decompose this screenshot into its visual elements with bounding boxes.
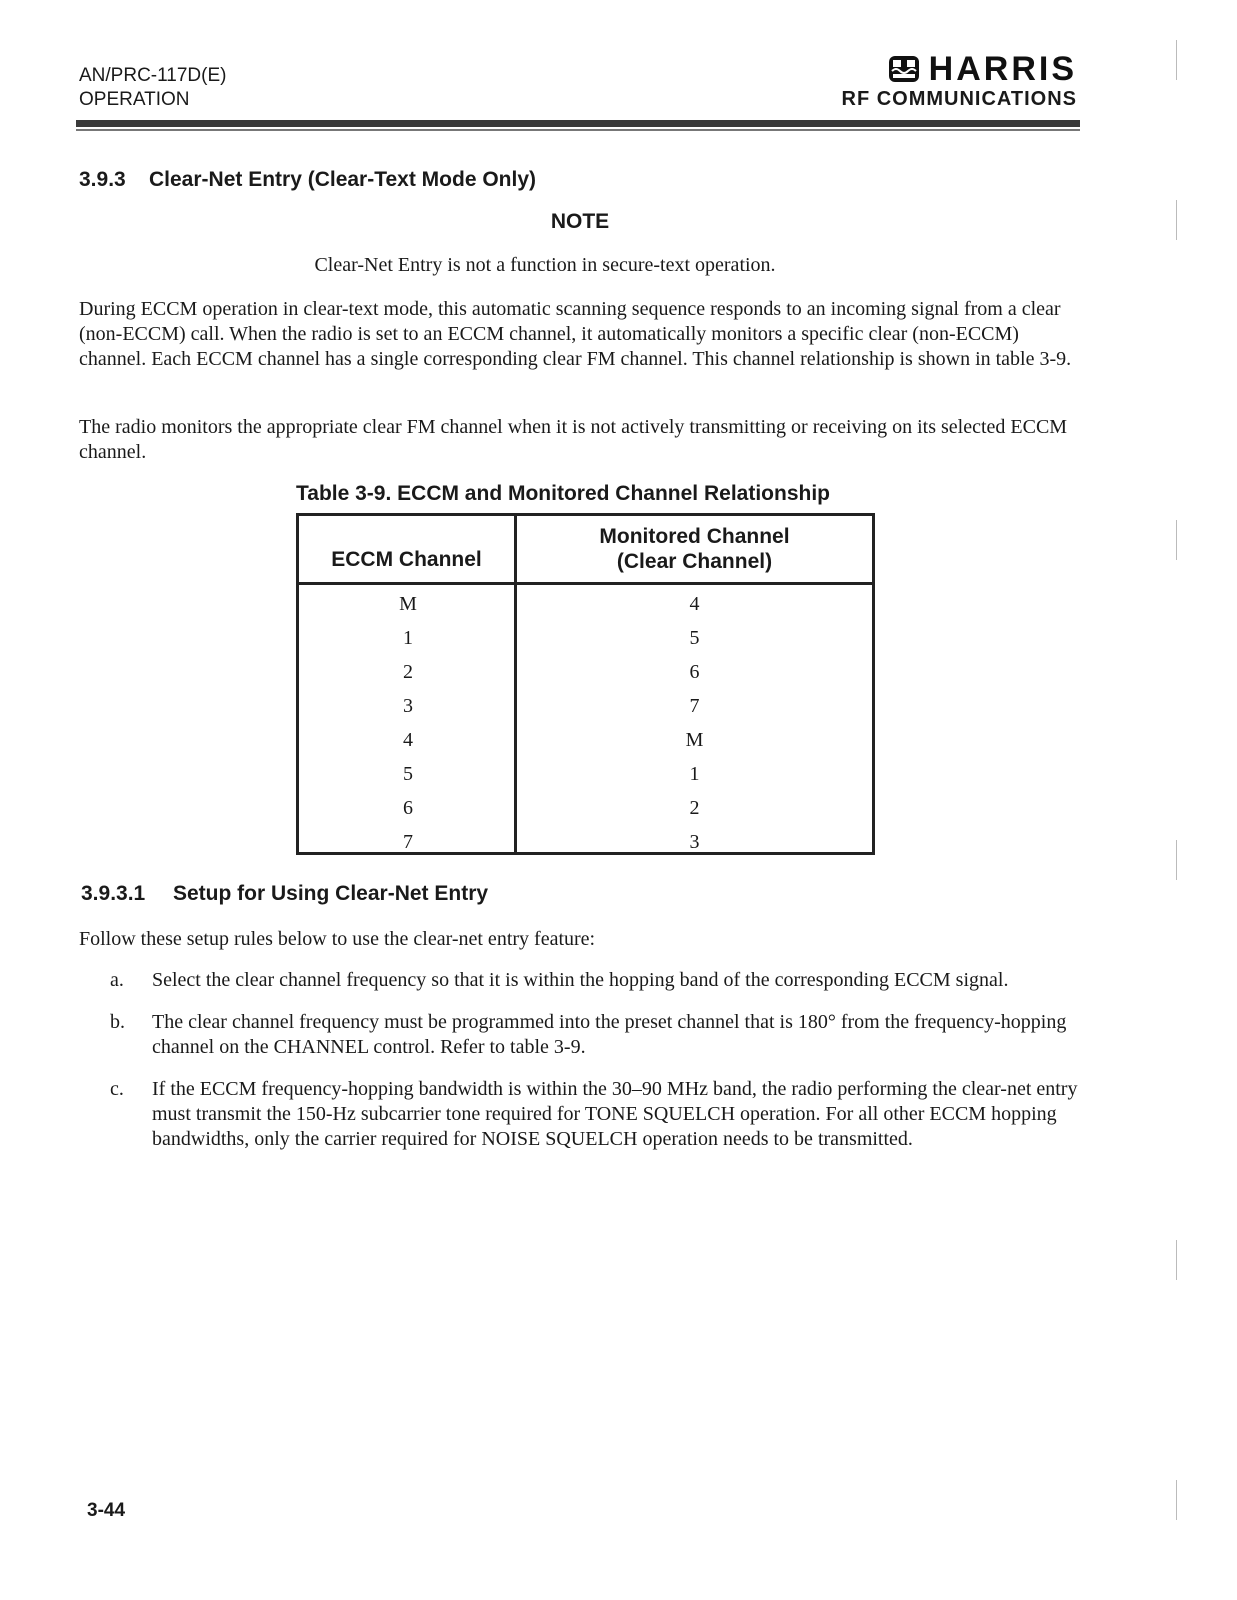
table-header-eccm-channel: ECCM Channel (331, 548, 482, 571)
scan-edge-mark (1176, 840, 1177, 880)
document-header-left (79, 64, 226, 112)
table-cell: 7 (403, 830, 413, 853)
brand-name: HARRIS (928, 50, 1077, 88)
header-rule (76, 120, 1080, 127)
table-row (299, 723, 872, 757)
table-row (299, 689, 872, 723)
list-item (79, 968, 1089, 993)
list-item (79, 1010, 1089, 1060)
table-row (299, 621, 872, 655)
brand-header (842, 52, 1078, 111)
brand-subtitle: RF COMMUNICATIONS (841, 88, 1077, 110)
section-title: Clear-Net Entry (Clear-Text Mode Only) (149, 168, 537, 191)
table-row (299, 587, 872, 621)
list-item-text: If the ECCM frequency-hopping bandwidth is within the 30–90 MHz band, the radio performing the clear-net entry must transmit the 150-Hz subcarrier tone required for TONE SQUELCH operation. For all other ECCM hopping bandwidths, only the carrier required for NOISE SQUELCH operation needs to be transmitted. (152, 1078, 1078, 1150)
section-heading (79, 168, 536, 192)
table-header-monitored-channel (517, 516, 872, 582)
brand-logo (842, 52, 1078, 86)
scan-edge-mark (1176, 1480, 1177, 1520)
table-row (299, 791, 872, 825)
header-line: (Clear Channel) (616, 550, 773, 573)
note-label: NOTE (550, 210, 610, 233)
list-item-text: The clear channel frequency must be programmed into the preset channel that is 180° from the frequency-hopping channel on the CHANNEL control. Refer to table 3-9. (152, 1011, 1067, 1058)
body-paragraph: During ECCM operation in clear-text mode, this automatic scanning sequence responds to an incoming signal from a clear (non-ECCM) call. When the radio is set to an ECCM channel, it automatically monitors a specific clear (non-ECCM) channel. Each ECCM channel has a single corresponding clear FM channel. This channel relationship is shown in table 3-9. (79, 298, 1072, 370)
table-cell: 1 (689, 762, 700, 785)
table-title: Table 3-9. ECCM and Monitored Channel Relationship (296, 482, 830, 505)
header-rule-thin (76, 129, 1080, 131)
table-cell: 5 (689, 626, 700, 649)
subsection-title: Setup for Using Clear-Net Entry (173, 882, 489, 905)
section-number: 3.9.3 (79, 168, 126, 191)
table-cell: M (685, 728, 704, 751)
table-body (299, 587, 872, 859)
subsection-heading (81, 882, 488, 906)
table-cell: 5 (403, 762, 413, 785)
harris-logo-icon (887, 54, 921, 84)
table-cell: 1 (403, 626, 413, 649)
table-cell: 3 (403, 694, 413, 717)
table-cell: 4 (403, 728, 413, 751)
list-item (79, 1077, 1089, 1152)
table-cell: 3 (689, 830, 700, 853)
section-name: OPERATION (79, 89, 190, 110)
document-id: AN/PRC-117D(E) (79, 65, 227, 86)
scan-edge-mark (1176, 40, 1177, 80)
table-cell: 7 (689, 694, 700, 717)
note-text: Clear-Net Entry is not a function in secure-text operation. (314, 254, 776, 276)
table-header-rule (299, 582, 872, 585)
table-cell: 4 (689, 592, 700, 615)
scan-edge-mark (1176, 200, 1177, 240)
list-item-text: Select the clear channel frequency so that it is within the hopping band of the corresponding ECCM signal. (152, 969, 1009, 991)
body-paragraph: The radio monitors the appropriate clear FM channel when it is not actively transmitting or receiving on its selected ECCM channel. (79, 416, 1068, 463)
setup-rules-list (79, 968, 1089, 1169)
table-row (299, 655, 872, 689)
channel-table (296, 513, 875, 855)
table-cell: M (399, 592, 417, 615)
list-marker: a. (110, 969, 124, 991)
table-cell: 2 (403, 660, 413, 683)
table-row (299, 825, 872, 859)
subsection-number: 3.9.3.1 (81, 882, 146, 905)
header-line: Monitored Channel (599, 525, 790, 548)
table-cell: 6 (403, 796, 413, 819)
page-number: 3-44 (87, 1500, 126, 1521)
scan-edge-mark (1176, 520, 1177, 560)
table-cell: 6 (689, 660, 700, 683)
table-cell: 2 (689, 796, 700, 819)
scan-edge-mark (1176, 1240, 1177, 1280)
table-row (299, 757, 872, 791)
list-marker: b. (110, 1011, 125, 1033)
list-marker: c. (110, 1078, 124, 1100)
body-paragraph: Follow these setup rules below to use the clear-net entry feature: (79, 928, 596, 950)
